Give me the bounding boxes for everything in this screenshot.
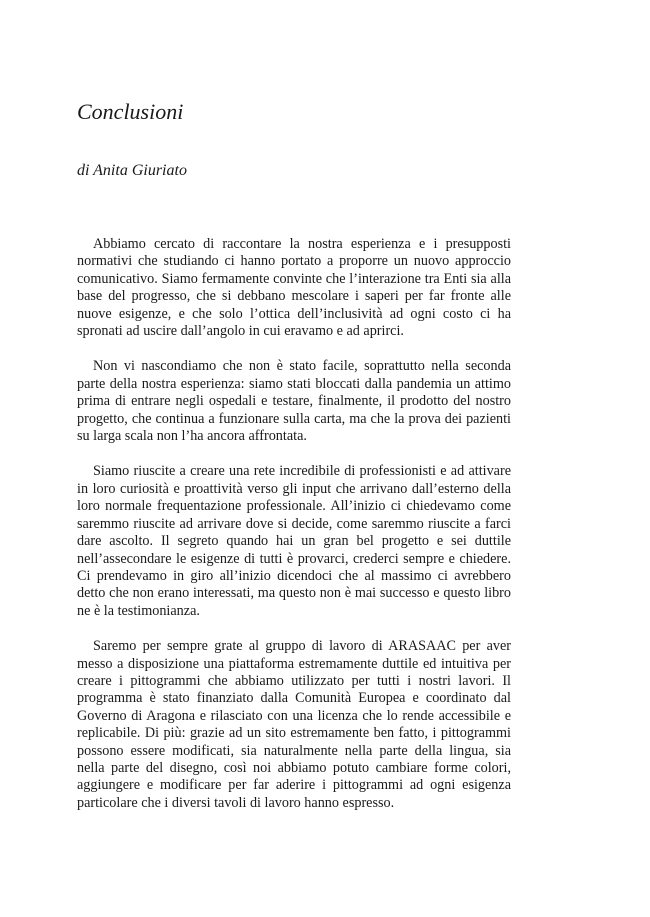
paragraph-4: Saremo per sempre grate al gruppo di lavoro di ARASAAC per aver messo a disposizione una piattaforma estremamente duttile ed intuitiva per creare i pittogrammi che abbiamo utilizzato per tutti i nostri lavori. Il programma è stato finanziato dalla Comunità Europea e coordinato dal Governo di Aragona e rilasciato con una licenza che lo rende accessibile e replicabile. Di più: grazie ad un sito estremamente ben fatto, i pittogrammi possono essere modificati, sia naturalmente nella parte della lingua, sia nella parte del disegno, così noi abbiamo potuto cambiare forme colori, aggiungere e modificare per far aderire i pittogrammi ad ogni esigenza particolare che i diversi tavoli di lavoro hanno espresso. bbox=[77, 638, 511, 811]
chapter-title: Conclusioni bbox=[77, 99, 184, 124]
chapter-author: di Anita Giuriato bbox=[77, 162, 187, 179]
body-text bbox=[77, 236, 511, 812]
paragraph-1: Abbiamo cercato di raccontare la nostra esperienza e i presupposti normativi che studiando ci hanno portato a proporre un nuovo approccio comunicativo. Siamo fermamente convinte che l’interazione tra Enti sia alla base del progresso, che si debbano mescolare i saperi per far fronte alle nuove esigenze, e che solo l’ottica dell’inclusività ad ogni costo ci ha spronati ad uscire dall’angolo in cui eravamo e ad aprirci. bbox=[77, 236, 511, 340]
paragraph-2: Non vi nascondiamo che non è stato facile, soprattutto nella seconda parte della nostra esperienza: siamo stati bloccati dalla pandemia un attimo prima di entrare negli ospedali e testare, finalmente, il prodotto del nostro progetto, che continua a funzionare sulla carta, ma che la prova dei pazienti su larga scala non l’ha ancora affrontata. bbox=[77, 358, 511, 445]
paragraph-3: Siamo riuscite a creare una rete incredibile di professionisti e ad attivare in loro curiosità e proattività verso gli input che arrivano dall’esterno della loro normale frequentazione professionale. All’inizio ci chiedevamo come saremmo riuscite ad arrivare dove si decide, come saremmo riuscite a farci dare ascolto. Il segreto quando hai un gran bel progetto e sei duttile nell’assecondare le esigenze di tutti è provarci, crederci sempre e chiedere. Ci prendevamo in giro all’inizio dicendoci che al massimo ci avrebbero detto che non erano interessati, ma questo non è mai successo e questo libro ne è la testimonianza. bbox=[77, 463, 511, 619]
